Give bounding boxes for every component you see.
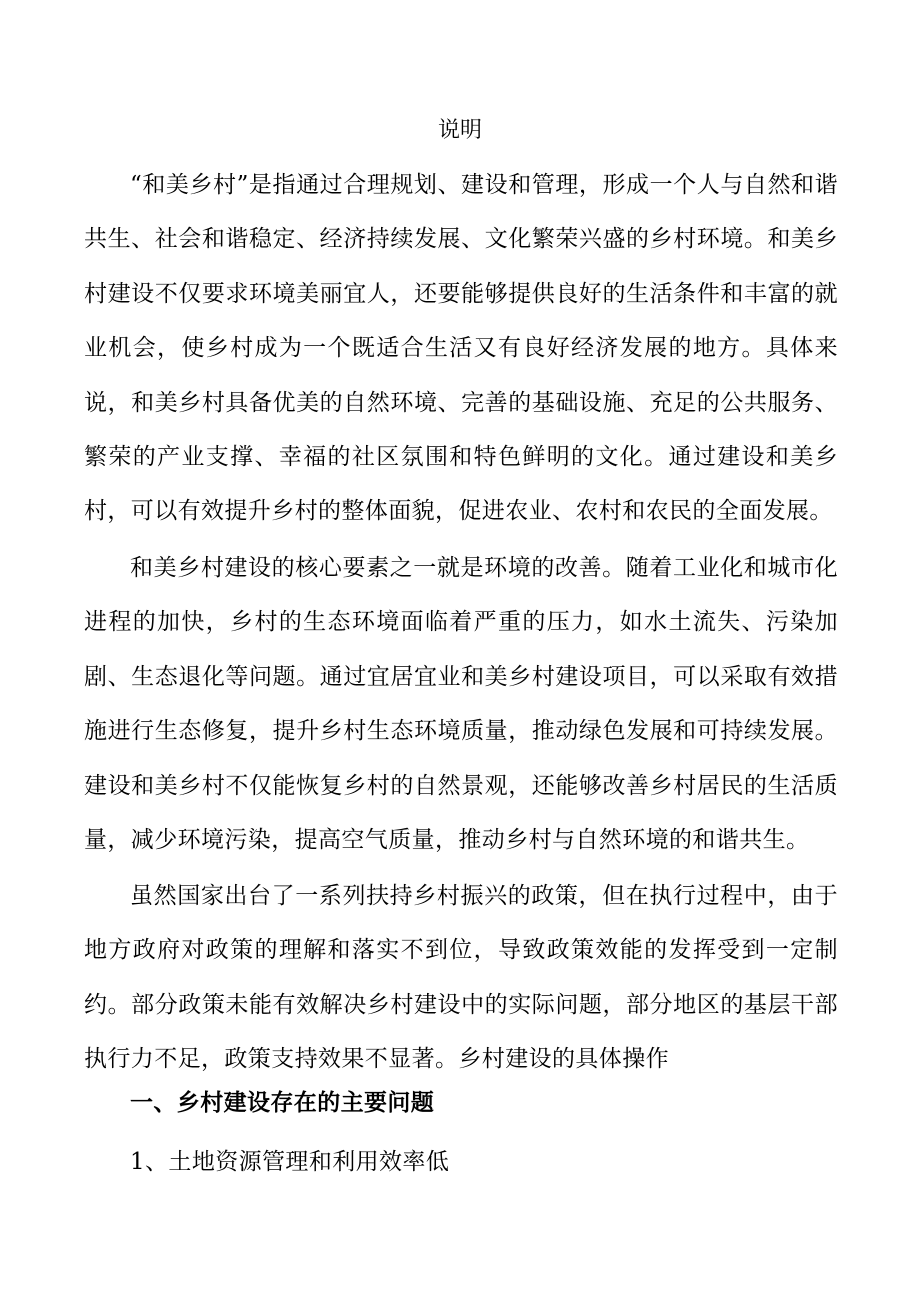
section-heading: 一、乡村建设存在的主要问题 bbox=[130, 1089, 435, 1116]
paragraph-environment: 和美乡村建设的核心要素之一就是环境的改善。随着工业化和城市化进程的加快，乡村的生态环境面临着严重的压力，如水土流失、污染加剧、生态退化等问题。通过宜居宜业和美乡村建设项目，可以采取有效措施进行生态修复，提升乡村生态环境质量，推动绿色发展和可持续发展。建设和美乡村不仅能恢复乡村的自然景观，还能够改善乡村居民的生活质量，减少环境污染，提高空气质量，推动乡村与自然环境的和谐共生。 bbox=[84, 555, 838, 854]
paragraph-definition: “和美乡村”是指通过合理规划、建设和管理，形成一个人与自然和谐共生、社会和谐稳定、经济持续发展、文化繁荣兴盛的乡村环境。和美乡村建设不仅要求环境美丽宜人，还要能够提供良好的生活条件和丰富的就业机会，使乡村成为一个既适合生活又有良好经济发展的地方。具体来说，和美乡村具备优美的自然环境、完善的基础设施、充足的公共服务、繁荣的产业支撑、幸福的社区氛围和特色鲜明的文化。通过建设和美乡村，可以有效提升乡村的整体面貌，促进农业、农村和农民的全面发展。 bbox=[84, 172, 838, 525]
document-title: 说明 bbox=[437, 118, 482, 143]
paragraph-policy: 虽然国家出台了一系列扶持乡村振兴的政策，但在执行过程中，由于地方政府对政策的理解和落实不到位，导致政策效能的发挥受到一定制约。部分政策未能有效解决乡村建设中的实际问题，部分地区的基层干部执行力不足，政策支持效果不显著。乡村建设的具体操作 bbox=[84, 883, 838, 1073]
subsection-heading: 1、土地资源管理和利用效率低 bbox=[130, 1149, 450, 1175]
